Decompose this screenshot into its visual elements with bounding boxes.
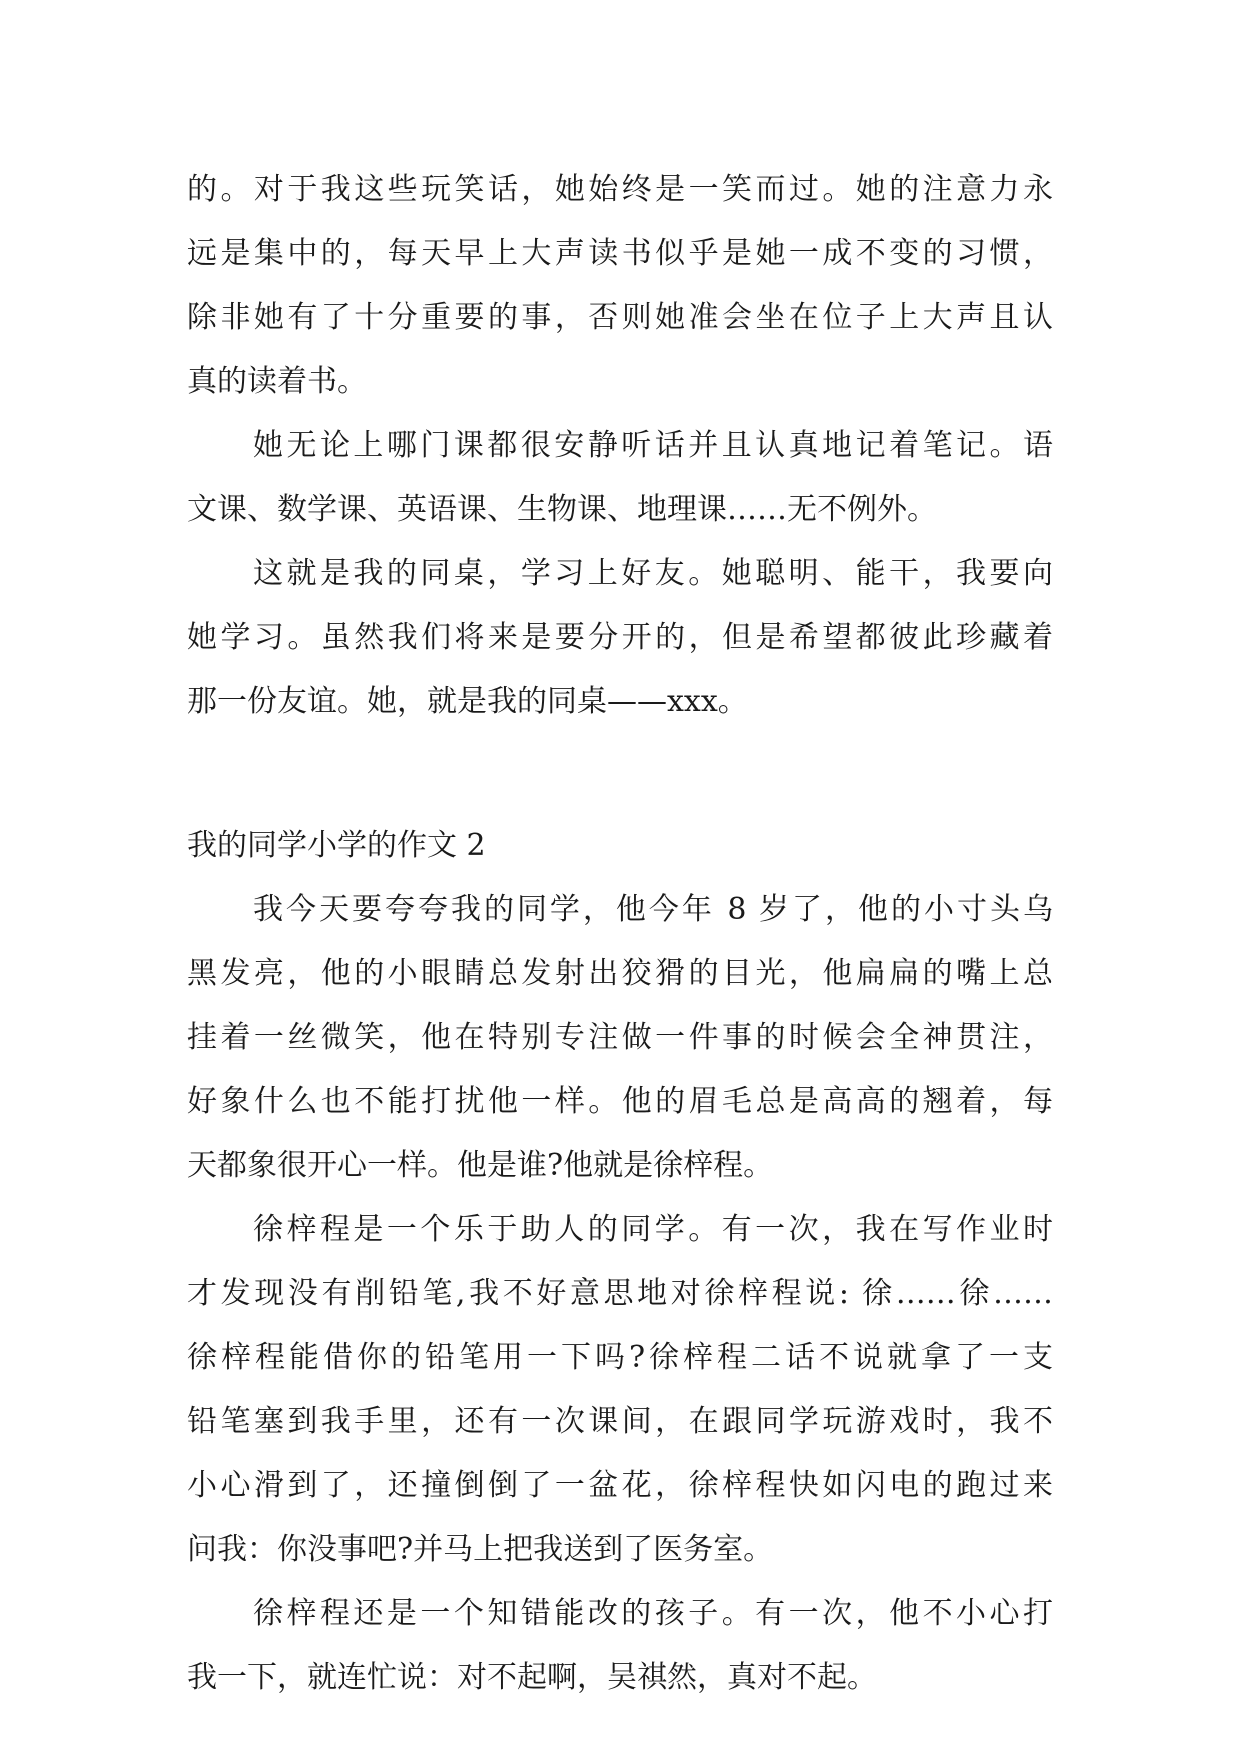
paragraph xyxy=(187,158,1053,414)
text-line: 小心滑到了，还撞倒倒了一盆花，徐梓程快如闪电的跑过来 xyxy=(187,1468,1053,1503)
paragraph xyxy=(187,414,1053,542)
section-gap xyxy=(187,734,1053,814)
text-line: 徐梓程能借你的铅笔用一下吗?徐梓程二话不说就拿了一支 xyxy=(187,1340,1053,1375)
text-line: 文课、数学课、英语课、生物课、地理课……无不例外。 xyxy=(187,492,937,527)
text-line: 真的读着书。 xyxy=(187,364,367,399)
text-line: 她无论上哪门课都很安静听话并且认真地记着笔记。语 xyxy=(253,428,1053,463)
text-line: 挂着一丝微笑，他在特别专注做一件事的时候会全神贯注， xyxy=(187,1020,1053,1055)
text-line: 徐梓程还是一个知错能改的孩子。有一次，他不小心打 xyxy=(253,1596,1053,1631)
text-line: 我今天要夸夸我的同学，他今年 8 岁了，他的小寸头乌 xyxy=(253,892,1053,927)
text-line: 铅笔塞到我手里，还有一次课间，在跟同学玩游戏时，我不 xyxy=(187,1404,1053,1439)
paragraph xyxy=(187,1198,1053,1582)
paragraph xyxy=(187,1582,1053,1710)
text-line: 徐梓程是一个乐于助人的同学。有一次，我在写作业时 xyxy=(253,1212,1053,1247)
text-line: 那一份友谊。她，就是我的同桌——xxx。 xyxy=(187,684,748,719)
text-line: 才发现没有削铅笔,我不好意思地对徐梓程说: 徐……徐…… xyxy=(187,1276,1053,1311)
text-line: 这就是我的同桌，学习上好友。她聪明、能干，我要向 xyxy=(253,556,1053,591)
text-line: 黑发亮，他的小眼睛总发射出狡猾的目光，他扁扁的嘴上总 xyxy=(187,956,1053,991)
text-line: 天都象很开心一样。他是谁?他就是徐梓程。 xyxy=(187,1148,774,1183)
paragraph xyxy=(187,542,1053,734)
text-line: 她学习。虽然我们将来是要分开的，但是希望都彼此珍藏着 xyxy=(187,620,1053,655)
text-line: 的。对于我这些玩笑话，她始终是一笑而过。她的注意力永 xyxy=(187,172,1053,207)
text-line: 除非她有了十分重要的事，否则她准会坐在位子上大声且认 xyxy=(187,300,1053,335)
text-line: 问我：你没事吧?并马上把我送到了医务室。 xyxy=(187,1532,774,1567)
text-line: 好象什么也不能打扰他一样。他的眉毛总是高高的翘着，每 xyxy=(187,1084,1053,1119)
document-body xyxy=(187,158,1053,1710)
paragraph xyxy=(187,878,1053,1198)
text-line: 远是集中的，每天早上大声读书似乎是她一成不变的习惯， xyxy=(187,236,1053,271)
text-line: 我一下，就连忙说：对不起啊，吴祺然，真对不起。 xyxy=(187,1660,877,1695)
section-heading: 我的同学小学的作文 2 xyxy=(187,828,486,863)
